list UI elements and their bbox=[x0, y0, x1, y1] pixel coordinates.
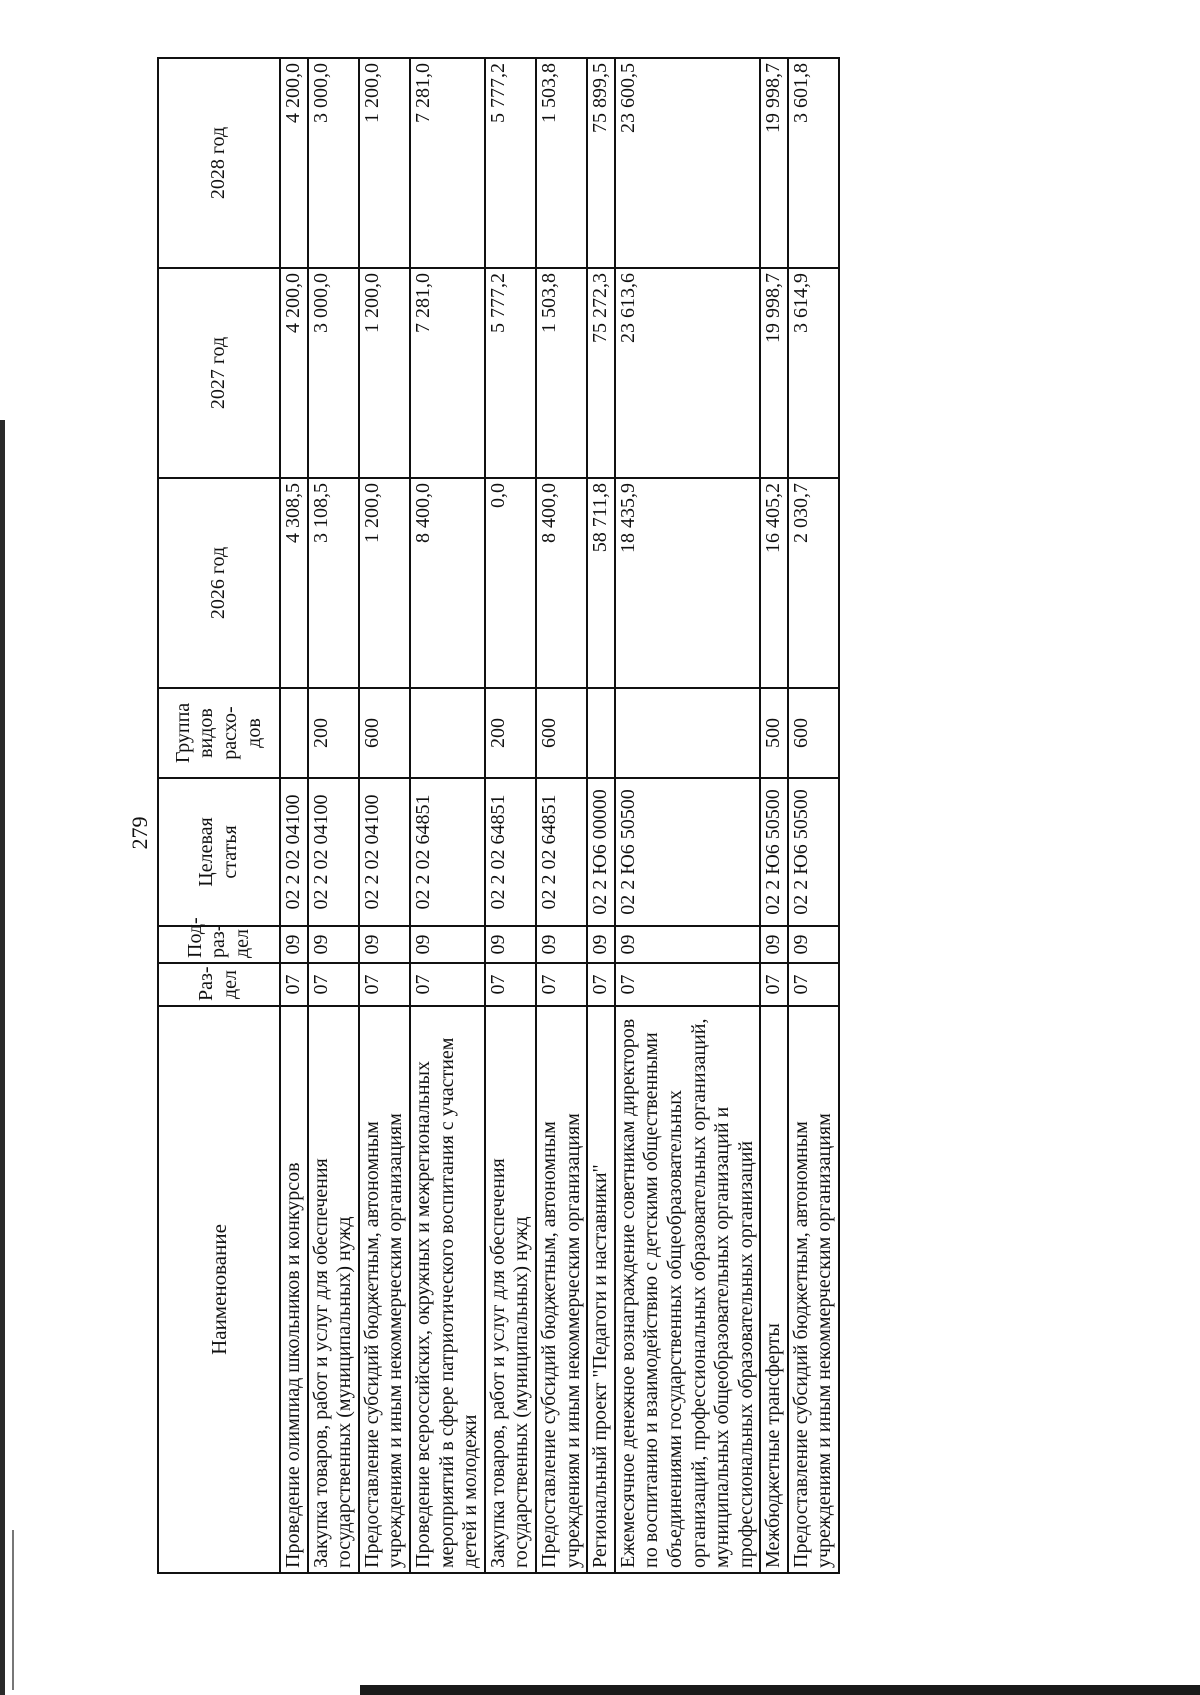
table-row bbox=[280, 58, 308, 1573]
row-name: Проведение олимпиад школьников и конкурсов bbox=[280, 1006, 308, 1573]
header-statya bbox=[158, 778, 280, 926]
row-razdel: 07 bbox=[587, 963, 615, 1006]
table-row bbox=[615, 58, 761, 1573]
row-2027: 1 503,8 bbox=[536, 268, 587, 478]
row-gruppa: 200 bbox=[308, 688, 359, 778]
table-row bbox=[788, 58, 839, 1573]
row-podrazdel: 09 bbox=[760, 926, 788, 963]
row-2026: 8 400,0 bbox=[410, 478, 485, 688]
table-row bbox=[536, 58, 587, 1573]
row-2028: 19 998,7 bbox=[760, 58, 788, 268]
row-2027: 4 200,0 bbox=[280, 268, 308, 478]
row-2026: 2 030,7 bbox=[788, 478, 839, 688]
row-2026: 3 108,5 bbox=[308, 478, 359, 688]
scan-bottom-edge bbox=[360, 1685, 1200, 1695]
row-2028: 7 281,0 bbox=[410, 58, 485, 268]
table-row bbox=[760, 58, 788, 1573]
row-statya: 02 2 Ю6 50500 bbox=[760, 778, 788, 926]
row-2027: 1 200,0 bbox=[359, 268, 410, 478]
header-gruppa bbox=[158, 688, 280, 778]
row-2028: 5 777,2 bbox=[485, 58, 536, 268]
row-statya: 02 2 Ю6 50500 bbox=[788, 778, 839, 926]
row-name: Ежемесячное денежное вознаграждение советникам директоров по воспитанию и взаимодействию с детскими общественными объединениями государственных общеобразовательных организаций, профессиональных образовательных организаций, муниципальных общеобразовательных организаций и профессиональных образовательных организаций bbox=[615, 1006, 761, 1573]
row-2026: 1 200,0 bbox=[359, 478, 410, 688]
header-name: Наименование bbox=[158, 1006, 280, 1573]
row-2028: 3 601,8 bbox=[788, 58, 839, 268]
row-statya: 02 2 02 04100 bbox=[280, 778, 308, 926]
row-2027: 7 281,0 bbox=[410, 268, 485, 478]
row-name: Предоставление субсидий бюджетным, автономным учреждениям и иным некоммерческим организациям bbox=[536, 1006, 587, 1573]
row-2026: 4 308,5 bbox=[280, 478, 308, 688]
row-razdel: 07 bbox=[615, 963, 761, 1006]
budget-table-container bbox=[157, 59, 942, 1574]
header-razdel bbox=[158, 963, 280, 1006]
row-razdel: 07 bbox=[308, 963, 359, 1006]
header-2027: 2027 год bbox=[158, 268, 280, 478]
row-2027: 19 998,7 bbox=[760, 268, 788, 478]
row-gruppa bbox=[280, 688, 308, 778]
row-razdel: 07 bbox=[760, 963, 788, 1006]
row-podrazdel: 09 bbox=[485, 926, 536, 963]
row-2028: 3 000,0 bbox=[308, 58, 359, 268]
row-2028: 4 200,0 bbox=[280, 58, 308, 268]
row-podrazdel: 09 bbox=[410, 926, 485, 963]
row-name: Закупка товаров, работ и услуг для обеспечения государственных (муниципальных) нужд bbox=[485, 1006, 536, 1573]
row-gruppa bbox=[410, 688, 485, 778]
row-statya: 02 2 02 64851 bbox=[410, 778, 485, 926]
row-razdel: 07 bbox=[359, 963, 410, 1006]
row-2026: 0,0 bbox=[485, 478, 536, 688]
row-gruppa: 600 bbox=[536, 688, 587, 778]
table-row bbox=[410, 58, 485, 1573]
row-2028: 1 503,8 bbox=[536, 58, 587, 268]
row-gruppa bbox=[615, 688, 761, 778]
row-statya: 02 2 02 64851 bbox=[536, 778, 587, 926]
header-2028: 2028 год bbox=[158, 58, 280, 268]
row-name: Межбюджетные трансферты bbox=[760, 1006, 788, 1573]
header-podrazdel bbox=[158, 917, 280, 963]
row-statya: 02 2 02 64851 bbox=[485, 778, 536, 926]
scan-left-mark bbox=[12, 1530, 14, 1690]
header-podrazdel-text: Под- раз- дел bbox=[183, 917, 253, 958]
row-gruppa: 600 bbox=[359, 688, 410, 778]
row-gruppa: 500 bbox=[760, 688, 788, 778]
row-podrazdel: 09 bbox=[587, 926, 615, 963]
row-2026: 18 435,9 bbox=[615, 478, 761, 688]
scan-left-edge bbox=[0, 420, 5, 1695]
row-2027: 5 777,2 bbox=[485, 268, 536, 478]
header-razdel-text: Раз- дел bbox=[195, 966, 241, 1001]
row-statya: 02 2 02 04100 bbox=[308, 778, 359, 926]
row-name: Предоставление субсидий бюджетным, автономным учреждениям и иным некоммерческим организациям bbox=[788, 1006, 839, 1573]
row-2026: 16 405,2 bbox=[760, 478, 788, 688]
row-name: Региональный проект "Педагоги и наставники" bbox=[587, 1006, 615, 1573]
table-row bbox=[308, 58, 359, 1573]
page-number: 279 bbox=[127, 816, 152, 850]
row-statya: 02 2 Ю6 50500 bbox=[615, 778, 761, 926]
row-name: Проведение всероссийских, окружных и межрегиональных мероприятий в сфере патриотического воспитания с участием детей и молодежи bbox=[410, 1006, 485, 1573]
row-2027: 75 272,3 bbox=[587, 268, 615, 478]
row-2027: 23 613,6 bbox=[615, 268, 761, 478]
row-razdel: 07 bbox=[536, 963, 587, 1006]
budget-table bbox=[157, 57, 840, 1574]
row-podrazdel: 09 bbox=[788, 926, 839, 963]
table-row bbox=[359, 58, 410, 1573]
row-2028: 23 600,5 bbox=[615, 58, 761, 268]
row-2026: 8 400,0 bbox=[536, 478, 587, 688]
table-header-row bbox=[158, 58, 280, 1573]
table-row bbox=[485, 58, 536, 1573]
row-2027: 3 614,9 bbox=[788, 268, 839, 478]
table-row bbox=[587, 58, 615, 1573]
row-podrazdel: 09 bbox=[308, 926, 359, 963]
row-podrazdel: 09 bbox=[536, 926, 587, 963]
row-gruppa: 600 bbox=[788, 688, 839, 778]
row-2026: 58 711,8 bbox=[587, 478, 615, 688]
row-2027: 3 000,0 bbox=[308, 268, 359, 478]
row-podrazdel: 09 bbox=[359, 926, 410, 963]
row-razdel: 07 bbox=[788, 963, 839, 1006]
row-razdel: 07 bbox=[485, 963, 536, 1006]
row-statya: 02 2 02 04100 bbox=[359, 778, 410, 926]
row-gruppa bbox=[587, 688, 615, 778]
row-statya: 02 2 Ю6 00000 bbox=[587, 778, 615, 926]
header-2026: 2026 год bbox=[158, 478, 280, 688]
row-name: Предоставление субсидий бюджетным, автономным учреждениям и иным некоммерческим организациям bbox=[359, 1006, 410, 1573]
row-razdel: 07 bbox=[280, 963, 308, 1006]
row-2028: 1 200,0 bbox=[359, 58, 410, 268]
row-razdel: 07 bbox=[410, 963, 485, 1006]
row-podrazdel: 09 bbox=[280, 926, 308, 963]
row-gruppa: 200 bbox=[485, 688, 536, 778]
header-gruppa-text: Группа видов расхо- дов bbox=[171, 702, 265, 764]
row-name: Закупка товаров, работ и услуг для обеспечения государственных (муниципальных) нужд bbox=[308, 1006, 359, 1573]
row-2028: 75 899,5 bbox=[587, 58, 615, 268]
row-podrazdel: 09 bbox=[615, 926, 761, 963]
header-statya-text: Целевая статья bbox=[195, 817, 241, 887]
